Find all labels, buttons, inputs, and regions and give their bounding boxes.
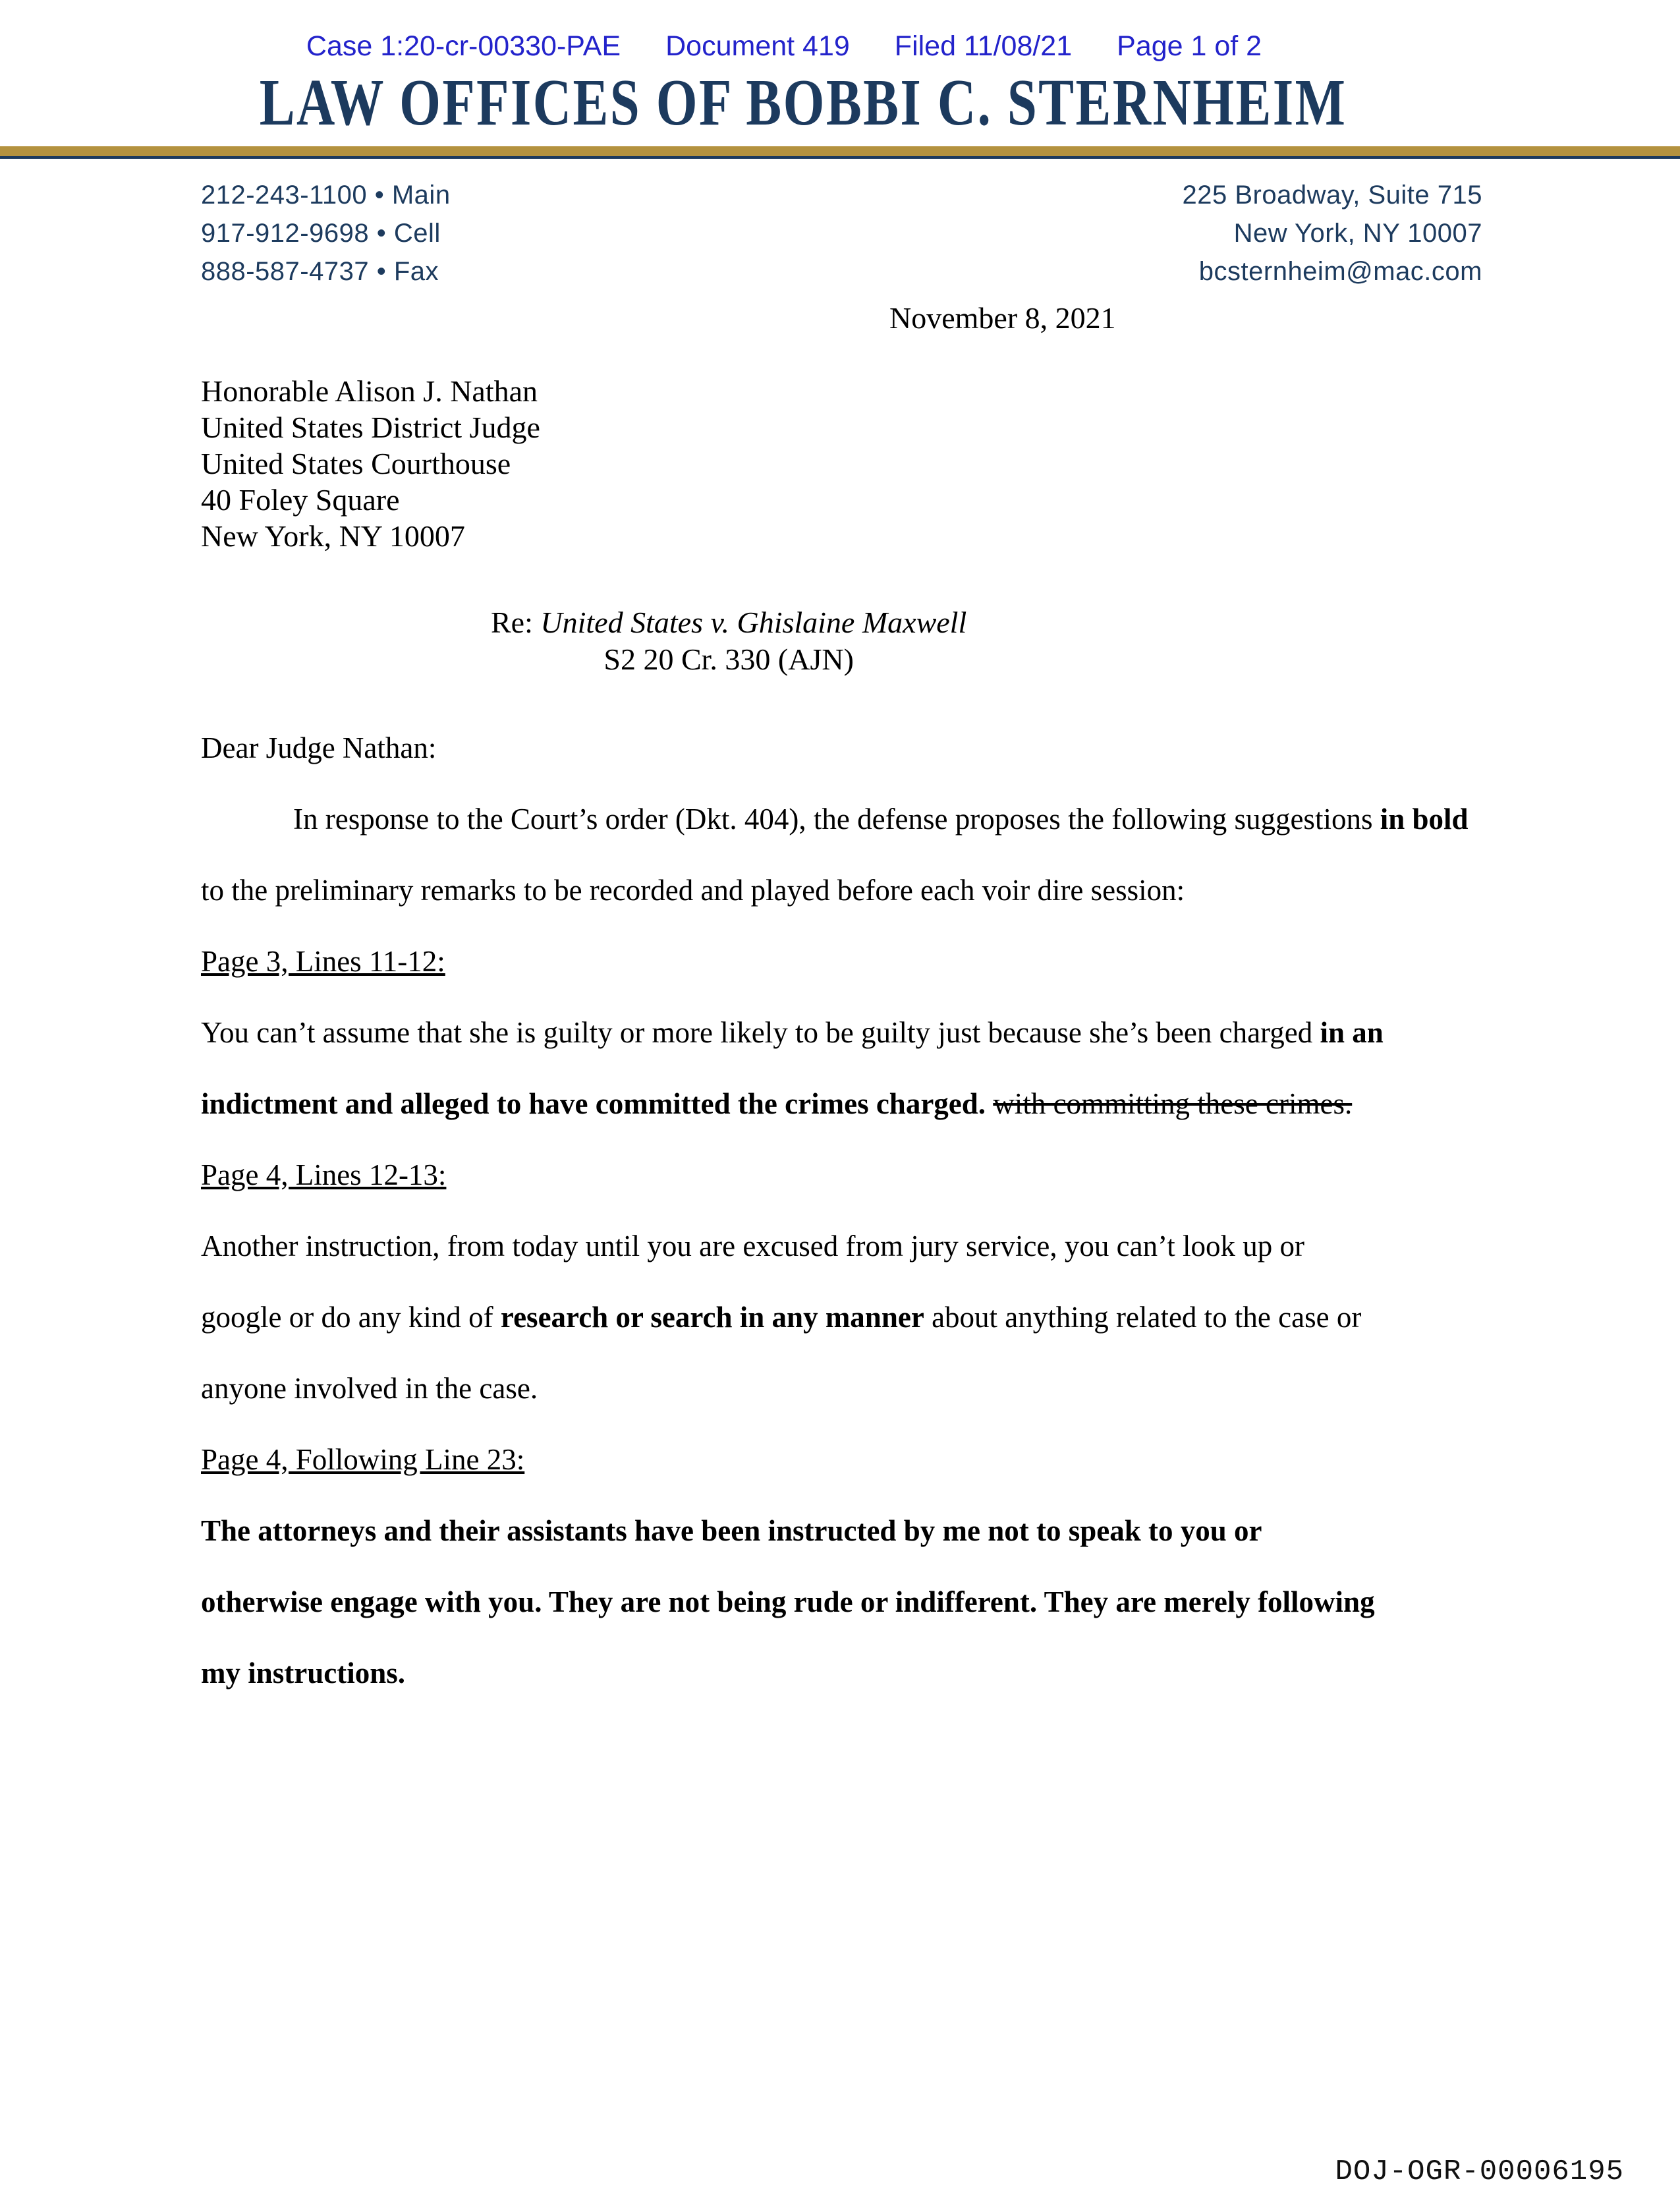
address-street: 225 Broadway, Suite 715 bbox=[1182, 181, 1482, 210]
recipient-building: United States Courthouse bbox=[201, 447, 511, 480]
bold-text-run: in bold bbox=[1380, 803, 1469, 836]
phone-main: 212-243-1100 • Main bbox=[201, 181, 451, 210]
strikethrough-text-run: with committing these crimes. bbox=[993, 1087, 1353, 1120]
contact-block bbox=[0, 159, 1680, 291]
intro-paragraph bbox=[201, 783, 1479, 926]
section-paragraph-page4-b bbox=[201, 1495, 1384, 1709]
phone-numbers bbox=[201, 176, 451, 291]
section-paragraph-page3 bbox=[201, 997, 1384, 1139]
text-run: In response to the Court’s order (Dkt. 404), the defense proposes the following suggestions bbox=[293, 803, 1380, 836]
salutation: Dear Judge Nathan: bbox=[201, 731, 437, 764]
text-run: Another instruction, from today until you are excused from jury service, you can’t look up or google or do any kind of bbox=[201, 1230, 1304, 1334]
stamp-document-number: Document 419 bbox=[665, 30, 850, 62]
office-address bbox=[1182, 176, 1482, 291]
address-city: New York, NY 10007 bbox=[1233, 219, 1482, 248]
gold-divider-rule bbox=[0, 146, 1680, 156]
recipient-name: Honorable Alison J. Nathan bbox=[201, 374, 538, 408]
text-run: about anything related to the case or anyone involved in the case. bbox=[201, 1301, 1362, 1405]
re-case-name: United States v. Ghislaine Maxwell bbox=[540, 606, 967, 639]
ecf-case-stamp bbox=[0, 0, 1624, 63]
bold-text-run: in an indictment and alleged to have committed the crimes charged. bbox=[201, 1016, 1384, 1120]
re-line bbox=[491, 604, 966, 678]
section-heading-page4-line23: Page 4, Following Line 23: bbox=[201, 1443, 525, 1476]
letter-body bbox=[201, 712, 1479, 1709]
recipient-city: New York, NY 10007 bbox=[201, 519, 465, 553]
section-heading-page3-lines11-12: Page 3, Lines 11-12: bbox=[201, 945, 445, 978]
letterhead bbox=[0, 0, 1680, 291]
text-run: You can’t assume that she is guilty or more likely to be guilty just because she’s been charged bbox=[201, 1016, 1320, 1049]
recipient-address bbox=[201, 373, 1479, 554]
letter-date: November 8, 2021 bbox=[889, 301, 1116, 335]
bates-number: DOJ-OGR-00006195 bbox=[1335, 2155, 1624, 2188]
email-address: bcsternheim@mac.com bbox=[1198, 257, 1482, 286]
recipient-street: 40 Foley Square bbox=[201, 483, 400, 517]
phone-cell: 917-912-9698 • Cell bbox=[201, 219, 441, 248]
firm-name: LAW OFFICES OF BOBBI C. STERNHEIM bbox=[259, 65, 1347, 139]
recipient-title: United States District Judge bbox=[201, 411, 540, 444]
letter-content bbox=[0, 300, 1680, 1709]
phone-fax: 888-587-4737 • Fax bbox=[201, 257, 439, 286]
bold-text-run: The attorneys and their assistants have been instructed by me not to speak to you or otherwise engage with you. They are not being rude or indifferent. They are merely following my instructions. bbox=[201, 1514, 1375, 1689]
re-prefix: Re: bbox=[491, 606, 541, 639]
re-docket-line: S2 20 Cr. 330 (AJN) bbox=[603, 642, 854, 676]
text-run bbox=[986, 1087, 993, 1120]
text-run: to the preliminary remarks to be recorded and played before each voir dire session: bbox=[201, 874, 1185, 907]
stamp-filed-date: Filed 11/08/21 bbox=[894, 30, 1073, 62]
re-case-line bbox=[491, 604, 966, 641]
stamp-page-number: Page 1 of 2 bbox=[1117, 30, 1262, 62]
section-heading-page4-lines12-13: Page 4, Lines 12-13: bbox=[201, 1158, 447, 1191]
section-paragraph-page4-a bbox=[201, 1210, 1384, 1424]
bold-text-run: research or search in any manner bbox=[500, 1301, 924, 1334]
stamp-case-number: Case 1:20-cr-00330-PAE bbox=[306, 30, 621, 62]
